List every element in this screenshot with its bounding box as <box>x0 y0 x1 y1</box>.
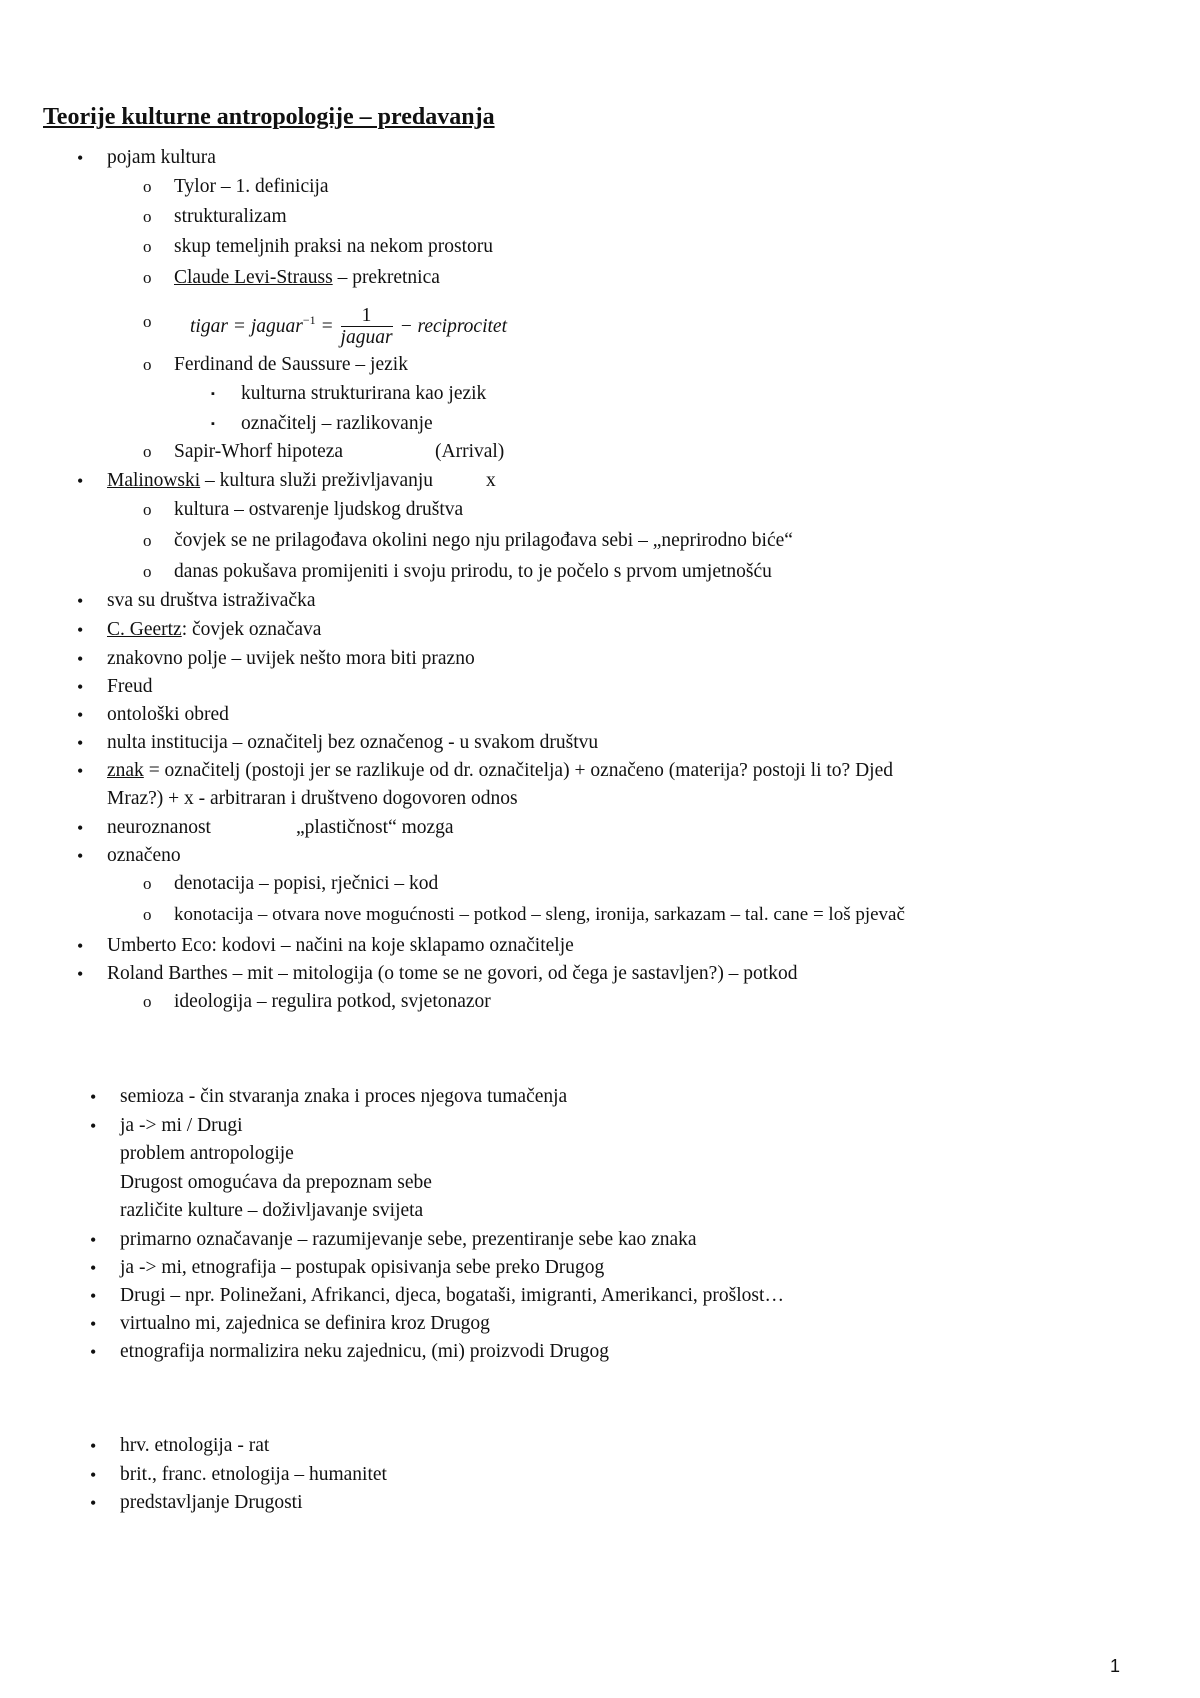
square-marker: ▪ <box>211 418 215 430</box>
circle-marker: o <box>143 905 152 924</box>
bullet-marker: • <box>90 1286 97 1306</box>
list-item <box>107 618 321 642</box>
page-number: 1 <box>1110 1656 1121 1676</box>
list-item: predstavljanje Drugosti <box>120 1492 303 1513</box>
list-item: semioza - čin stvaranja znaka i proces njegova tumačenja <box>120 1086 568 1107</box>
list-item: Sapir-Whorf hipoteza <box>174 441 344 462</box>
circle-marker: o <box>143 562 152 581</box>
reciprocity-formula <box>190 294 507 349</box>
list-item: neuroznanost <box>107 817 211 838</box>
levi-strauss-rest: – prekretnica <box>332 267 440 288</box>
list-item-continuation: Drugost omogućava da prepoznam sebe <box>120 1172 432 1193</box>
geertz-rest: : čovjek označava <box>181 619 322 640</box>
list-item: ja -> mi / Drugi <box>120 1115 243 1136</box>
bullet-marker: • <box>77 936 84 956</box>
bullet-marker: • <box>77 591 84 611</box>
list-item: kultura – ostvarenje ljudskog društva <box>174 499 464 520</box>
list-item: znakovno polje – uvijek nešto mora biti prazno <box>107 648 475 669</box>
bullet-marker: • <box>77 148 84 168</box>
circle-marker: o <box>143 500 152 519</box>
circle-marker: o <box>143 355 152 374</box>
list-item <box>174 266 440 290</box>
malinowski-rest: – kultura služi preživljavanju <box>200 470 434 491</box>
list-item: virtualno mi, zajednica se definira kroz Drugog <box>120 1313 490 1334</box>
list-item: ideologija – regulira potkod, svjetonazor <box>174 991 491 1012</box>
bullet-marker: • <box>77 733 84 753</box>
plasticnost-note: „plastičnost“ mozga <box>296 817 454 838</box>
circle-marker: o <box>143 177 152 196</box>
formula-exponent: −1 <box>302 313 316 327</box>
list-item: brit., franc. etnologija – humanitet <box>120 1464 387 1485</box>
list-item <box>107 759 893 783</box>
bullet-marker: • <box>90 1258 97 1278</box>
formula-denominator: jaguar <box>340 327 393 349</box>
circle-marker: o <box>143 237 152 256</box>
circle-marker: o <box>143 207 152 226</box>
list-item: Tylor – 1. definicija <box>174 176 329 197</box>
list-item: čovjek se ne prilagođava okolini nego nju prilagođava sebi – „neprirodno biće“ <box>174 530 793 551</box>
list-item: označitelj – razlikovanje <box>241 413 433 434</box>
bullet-marker: • <box>77 471 84 491</box>
bullet-marker: • <box>90 1465 97 1485</box>
list-item: označeno <box>107 845 181 866</box>
bullet-marker: • <box>90 1314 97 1334</box>
arrival-note: (Arrival) <box>435 441 505 462</box>
list-item: Roland Barthes – mit – mitologija (o tome se ne govori, od čega je sastavljen?) – potkod <box>107 963 798 984</box>
znak-rest: = označitelj (postoji jer se razlikuje od dr. označitelja) + označeno (materija? postoji li to? Djed <box>143 760 893 781</box>
znak-link-text: znak <box>107 760 144 781</box>
list-item: pojam kultura <box>107 147 216 168</box>
list-item: Umberto Eco: kodovi – načini na koje sklapamo označitelje <box>107 935 574 956</box>
list-item: Freud <box>107 676 153 697</box>
square-marker: ▪ <box>211 388 215 400</box>
bullet-marker: • <box>77 705 84 725</box>
bullet-marker: • <box>90 1493 97 1513</box>
geertz-link-text: C. Geertz <box>107 619 182 640</box>
bullet-marker: • <box>90 1230 97 1250</box>
levi-strauss-link-text: Claude Levi-Strauss <box>174 267 333 288</box>
list-item: Drugi – npr. Polinežani, Afrikanci, djeca, bogataši, imigranti, Amerikanci, prošlost… <box>120 1285 784 1306</box>
formula-fraction <box>341 306 393 349</box>
list-item-continuation: Mraz?) + x - arbitraran i društveno dogovoren odnos <box>107 788 518 809</box>
bullet-marker: • <box>90 1116 97 1136</box>
list-item: nulta institucija – označitelj bez označenog - u svakom društvu <box>107 732 599 753</box>
bullet-marker: • <box>90 1087 97 1107</box>
bullet-marker: • <box>90 1342 97 1362</box>
list-item-continuation: problem antropologije <box>120 1143 294 1164</box>
bullet-marker: • <box>77 964 84 984</box>
circle-marker: o <box>143 442 152 461</box>
list-item: skup temeljnih praksi na nekom prostoru <box>174 236 493 257</box>
list-item: etnografija normalizira neku zajednicu, (mi) proizvodi Drugog <box>120 1341 609 1362</box>
circle-marker: o <box>143 874 152 893</box>
list-item: sva su društva istraživačka <box>107 590 316 611</box>
circle-marker: o <box>143 268 152 287</box>
list-item: strukturalizam <box>174 206 287 227</box>
list-item: hrv. etnologija - rat <box>120 1435 270 1456</box>
list-item: danas pokušava promijeniti i svoju prirodu, to je počelo s prvom umjetnošću <box>174 561 772 582</box>
bullet-marker: • <box>77 677 84 697</box>
bullet-marker: • <box>77 649 84 669</box>
bullet-marker: • <box>77 761 84 781</box>
circle-marker: o <box>143 531 152 550</box>
bullet-marker: • <box>77 846 84 866</box>
list-item <box>107 469 433 493</box>
list-item: kulturna strukturirana kao jezik <box>241 383 487 404</box>
bullet-marker: • <box>90 1436 97 1456</box>
list-item: primarno označavanje – razumijevanje sebe, prezentiranje sebe kao znaka <box>120 1229 697 1250</box>
formula-eq: = <box>315 316 339 337</box>
list-item: Ferdinand de Saussure – jezik <box>174 354 408 375</box>
formula-numerator: 1 <box>341 306 393 327</box>
malinowski-x: x <box>486 470 496 491</box>
circle-marker: o <box>143 312 152 331</box>
bullet-marker: • <box>77 620 84 640</box>
bullet-marker: • <box>77 818 84 838</box>
malinowski-link-text: Malinowski <box>107 470 201 491</box>
list-item: konotacija – otvara nove mogućnosti – potkod – sleng, ironija, sarkazam – tal. cane = loš pjevač <box>174 904 905 925</box>
list-item: ontološki obred <box>107 704 229 725</box>
formula-lhs: tigar = jaguar <box>190 316 303 337</box>
list-item: denotacija – popisi, rječnici – kod <box>174 873 439 894</box>
page-title: Teorije kulturne antropologije – predavanja <box>43 104 495 130</box>
formula-rhs: − reciprocitet <box>394 316 507 337</box>
list-item: ja -> mi, etnografija – postupak opisivanja sebe preko Drugog <box>120 1257 605 1278</box>
list-item-continuation: različite kulture – doživljavanje svijeta <box>120 1200 424 1221</box>
circle-marker: o <box>143 992 152 1011</box>
